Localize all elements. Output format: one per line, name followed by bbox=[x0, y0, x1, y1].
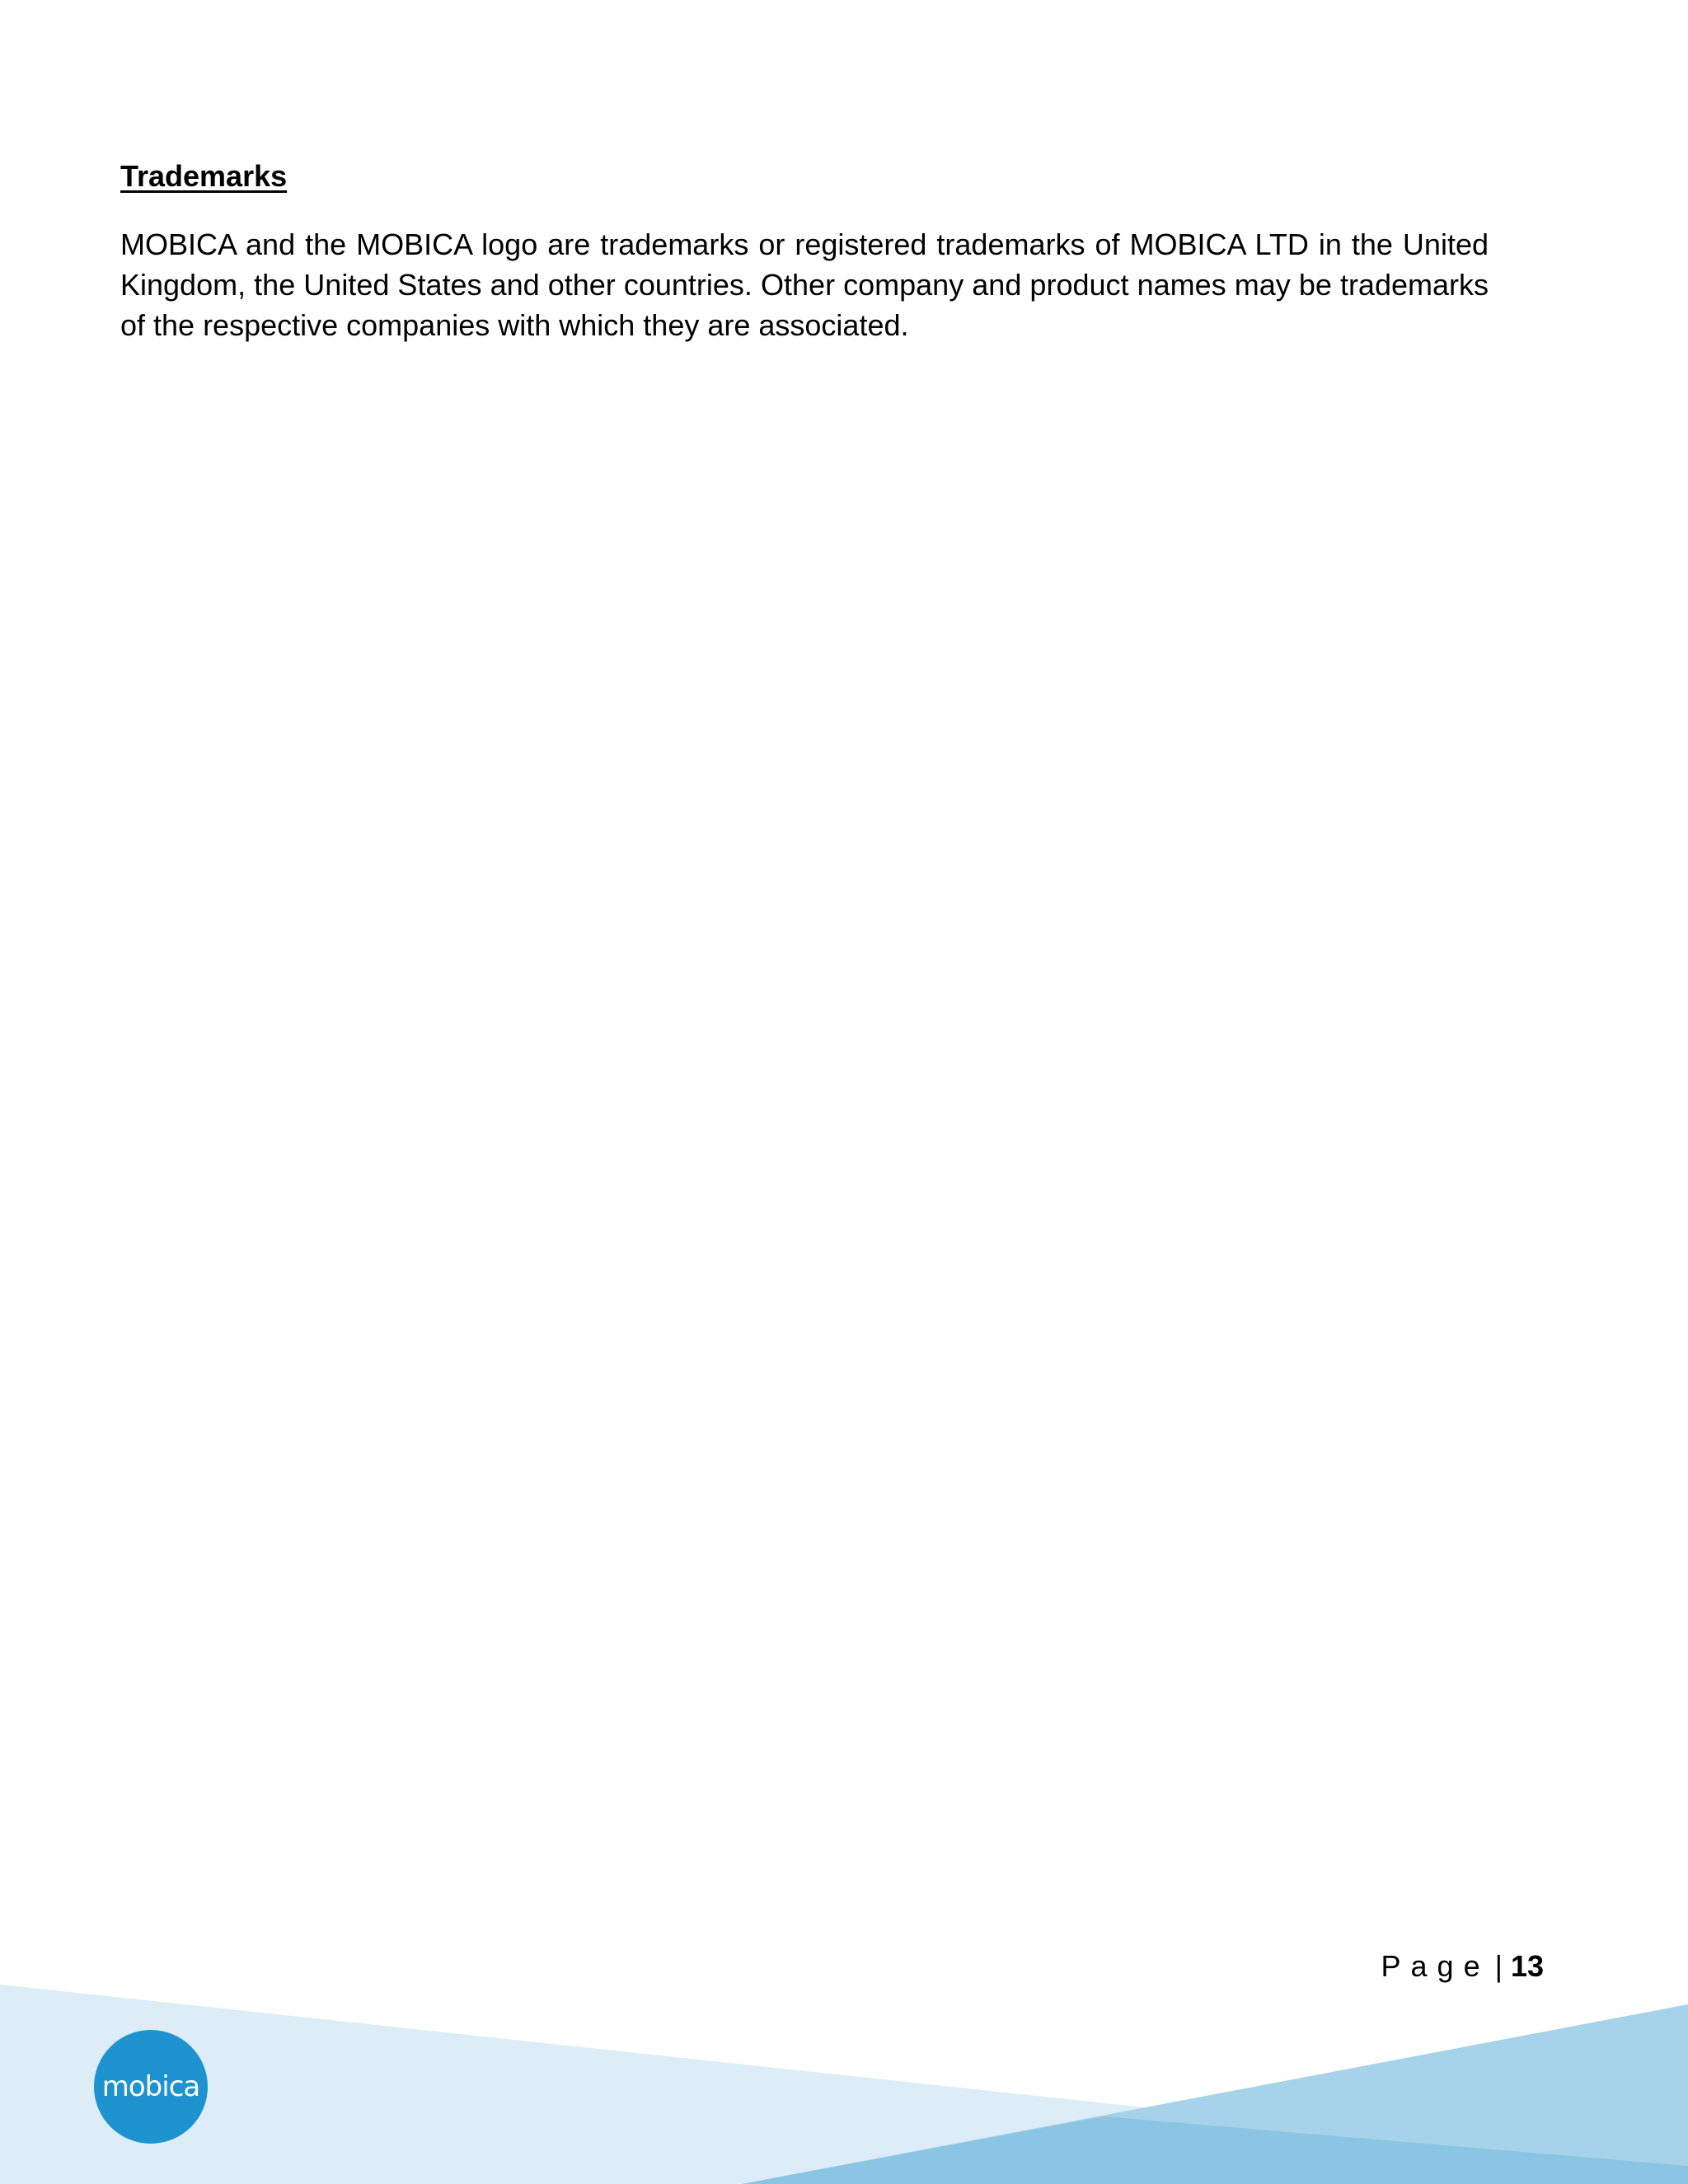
page-number-value: 13 bbox=[1510, 1949, 1544, 1983]
footer-wave-graphic bbox=[0, 1970, 1688, 2184]
trademark-paragraph: MOBICA and the MOBICA logo are trademarks or registered trademarks of MOBICA LTD in the United Kingdom, the United States and other countries. Other company and product names may be trademarks of the respective companies with which they are associated. bbox=[120, 227, 1489, 342]
mobica-logo-text: mobica bbox=[101, 2070, 200, 2103]
mobica-logo bbox=[94, 2030, 208, 2144]
page-label: Page bbox=[1381, 1949, 1490, 1983]
section-heading: Trademarks bbox=[120, 159, 288, 193]
page-separator: | bbox=[1494, 1949, 1503, 1983]
